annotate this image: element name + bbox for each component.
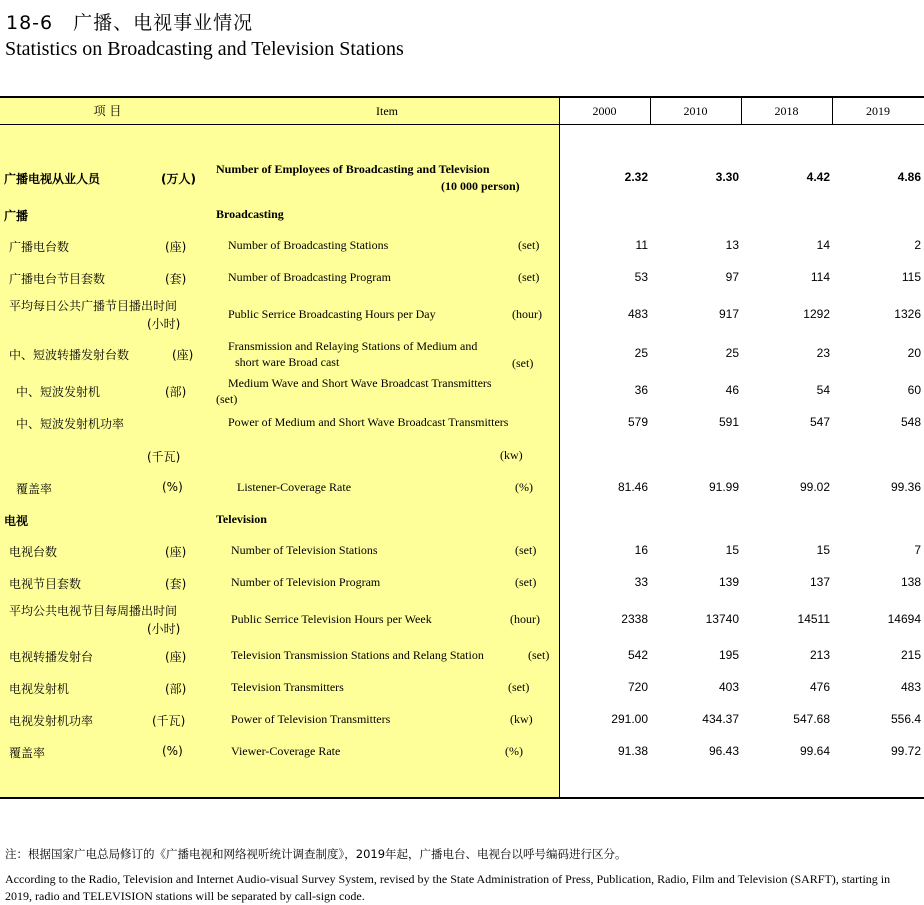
row-unit-cn: (套) <box>165 272 187 286</box>
row-unit-cn: (部) <box>165 385 187 399</box>
cell-value: 1326 <box>894 307 921 321</box>
cell-value: 547 <box>809 415 830 429</box>
row-unit-cn: (小时) <box>147 622 181 636</box>
cell-value: 11 <box>635 238 648 252</box>
row-label-en: Number of Broadcasting Stations <box>228 238 389 252</box>
row-label-en: Number of Television Stations <box>231 543 378 557</box>
section-label-cn: 电视 <box>4 514 29 528</box>
row-label-cn: 电视发射机 <box>9 682 70 696</box>
section-label-en: Television <box>216 512 267 526</box>
header-item-cn: 项 目 <box>93 104 122 118</box>
row-unit-en: (10 000 person) <box>441 179 520 193</box>
header-year: 2019 <box>866 104 890 118</box>
row-unit-en: (hour) <box>510 612 540 626</box>
row-label-en: Number of Employees of Broadcasting and Television <box>216 162 490 176</box>
cell-value: 14694 <box>887 612 921 626</box>
row-label-cn: 广播电台节目套数 <box>9 272 106 286</box>
row-label-cn: 平均公共电视节目每周播出时间 <box>9 604 178 618</box>
row-unit-cn: (套) <box>165 577 187 591</box>
cell-value: 33 <box>634 575 648 589</box>
row-unit-en: (set) <box>515 543 537 557</box>
row-unit-cn: (座) <box>165 545 187 559</box>
row-unit-cn: (座) <box>165 650 187 664</box>
row-label-cn: 电视台数 <box>9 545 58 559</box>
row-unit-en: (hour) <box>512 307 542 321</box>
column-divider <box>559 96 560 799</box>
row-unit-cn: (千瓦) <box>152 714 186 728</box>
row-unit-cn: (万人) <box>161 172 196 186</box>
row-unit-cn: (部) <box>165 682 187 696</box>
cell-value: 579 <box>627 415 648 429</box>
page-title-en: Statistics on Broadcasting and Television Stations <box>5 38 404 60</box>
cell-value: 139 <box>718 575 739 589</box>
row-unit-en: (%) <box>515 480 533 494</box>
header-item-en: Item <box>376 104 398 118</box>
cell-value: 548 <box>900 415 921 429</box>
row-unit-en: (kw) <box>510 712 533 726</box>
cell-value: 99.64 <box>799 744 830 758</box>
row-unit-cn: (座) <box>165 240 187 254</box>
cell-value: 213 <box>809 648 830 662</box>
section-label-en: Broadcasting <box>216 207 284 221</box>
cell-value: 23 <box>816 346 830 360</box>
cell-value: 542 <box>627 648 648 662</box>
row-unit-en: (set) <box>515 575 537 589</box>
cell-value: 91.99 <box>708 480 739 494</box>
section-label-cn: 广播 <box>4 209 29 223</box>
cell-value: 13740 <box>705 612 739 626</box>
row-label-cn: 中、短波转播发射台数 <box>9 348 130 362</box>
row-label-en: Public Serrice Broadcasting Hours per Day <box>228 307 436 321</box>
cell-value: 81.46 <box>617 480 648 494</box>
cell-value: 96.43 <box>708 744 739 758</box>
header-rule <box>0 124 924 125</box>
footnote-en: According to the Radio, Television and Internet Audio-visual Survey System, revised by the State Administration of Press, Publication, Radio, Film and Television (SARFT), starting in 2019, radio and TELEVISION stations will be separated by call-sign code. <box>5 872 891 903</box>
row-unit-cn: (千瓦) <box>147 450 181 464</box>
row-label-cn: 广播电台数 <box>9 240 70 254</box>
cell-value: 97 <box>725 270 739 284</box>
cell-value: 195 <box>718 648 739 662</box>
cell-value: 7 <box>914 543 921 557</box>
row-label-cn: 覆盖率 <box>9 746 46 760</box>
row-unit-cn: (小时) <box>147 317 181 331</box>
row-unit-en: (%) <box>505 744 523 758</box>
footnote-cn: 注：根据国家广电总局修订的《广播电视和网络视听统计调查制度》，2019年起，广播电台、电视台以呼号编码进行区分。 <box>5 847 627 861</box>
row-label-cn: 平均每日公共广播节目播出时间 <box>9 299 178 313</box>
cell-value: 99.72 <box>890 744 921 758</box>
cell-value: 291.00 <box>611 712 648 726</box>
row-label-en: Viewer-Coverage Rate <box>231 744 341 758</box>
cell-value: 137 <box>809 575 830 589</box>
row-unit-en: (set) <box>508 680 530 694</box>
cell-value: 14511 <box>797 612 830 626</box>
page-title-cn: 18-6 广播、电视事业情况 <box>6 12 254 34</box>
row-label-en-line2: short ware Broad cast <box>235 355 340 369</box>
cell-value: 16 <box>634 543 648 557</box>
header-year: 2018 <box>774 104 799 118</box>
row-unit-cn: (%) <box>162 744 183 758</box>
row-label-cn: 电视节目套数 <box>9 577 82 591</box>
cell-value: 15 <box>816 543 830 557</box>
cell-value: 25 <box>725 346 739 360</box>
cell-value: 476 <box>809 680 830 694</box>
table-bottom-rule <box>0 797 924 799</box>
cell-value: 4.86 <box>897 170 921 184</box>
row-label-en: Medium Wave and Short Wave Broadcast Transmitters <box>228 376 492 390</box>
cell-value: 25 <box>634 346 648 360</box>
row-label-cn: 电视转播发射台 <box>9 650 94 664</box>
cell-value: 99.02 <box>799 480 830 494</box>
row-label-cn: 电视发射机功率 <box>9 714 94 728</box>
cell-value: 13 <box>725 238 739 252</box>
row-unit-cn: (%) <box>162 480 183 494</box>
row-label-en: Television Transmission Stations and Relang Station <box>231 648 484 662</box>
cell-value: 434.37 <box>702 712 739 726</box>
cell-value: 591 <box>718 415 739 429</box>
row-label-en: Television Transmitters <box>231 680 344 694</box>
cell-value: 3.30 <box>715 170 739 184</box>
cell-value: 91.38 <box>617 744 648 758</box>
cell-value: 53 <box>634 270 648 284</box>
cell-value: 483 <box>900 680 921 694</box>
row-label-cn: 广播电视从业人员 <box>4 172 101 186</box>
cell-value: 15 <box>725 543 739 557</box>
cell-value: 556.4 <box>890 712 921 726</box>
row-unit-en: (set) <box>528 648 550 662</box>
cell-value: 115 <box>901 270 921 284</box>
row-unit-en: (set) <box>512 356 534 370</box>
row-unit-en: (set) <box>518 238 540 252</box>
stats-table <box>0 96 924 799</box>
row-unit-cn: (座) <box>172 348 194 362</box>
row-label-cn: 覆盖率 <box>16 482 53 496</box>
cell-value: 4.42 <box>806 170 830 184</box>
row-unit-en: (kw) <box>500 448 523 462</box>
cell-value: 20 <box>907 346 921 360</box>
cell-value: 2338 <box>621 612 648 626</box>
row-label-en: Fransmission and Relaying Stations of Medium and <box>228 339 478 353</box>
cell-value: 2 <box>914 238 921 252</box>
row-label-en: Power of Medium and Short Wave Broadcast Transmitters <box>228 415 509 429</box>
cell-value: 1292 <box>803 307 830 321</box>
cell-value: 215 <box>900 648 921 662</box>
header-year: 2010 <box>683 104 708 118</box>
row-label-en: Number of Broadcasting Program <box>228 270 391 284</box>
cell-value: 60 <box>907 383 921 397</box>
cell-value: 483 <box>627 307 648 321</box>
row-unit-en: (set) <box>518 270 540 284</box>
cell-value: 99.36 <box>890 480 921 494</box>
row-label-en: Number of Television Program <box>231 575 381 589</box>
header-year: 2000 <box>592 104 617 118</box>
cell-value: 547.68 <box>793 712 830 726</box>
cell-value: 720 <box>627 680 648 694</box>
row-label-cn: 中、短波发射机 <box>16 385 101 399</box>
cell-value: 2.32 <box>624 170 648 184</box>
cell-value: 14 <box>816 238 830 252</box>
row-label-en: Public Serrice Television Hours per Week <box>231 612 432 626</box>
cell-value: 54 <box>816 383 830 397</box>
row-unit-en: (set) <box>216 392 238 406</box>
cell-value: 46 <box>725 383 739 397</box>
cell-value: 36 <box>634 383 648 397</box>
row-label-en: Listener-Coverage Rate <box>237 480 352 494</box>
cell-value: 403 <box>718 680 739 694</box>
row-label-cn: 中、短波发射机功率 <box>16 417 125 431</box>
cell-value: 917 <box>718 307 739 321</box>
cell-value: 138 <box>900 575 921 589</box>
cell-value: 114 <box>810 270 830 284</box>
row-label-en: Power of Television Transmitters <box>231 712 391 726</box>
